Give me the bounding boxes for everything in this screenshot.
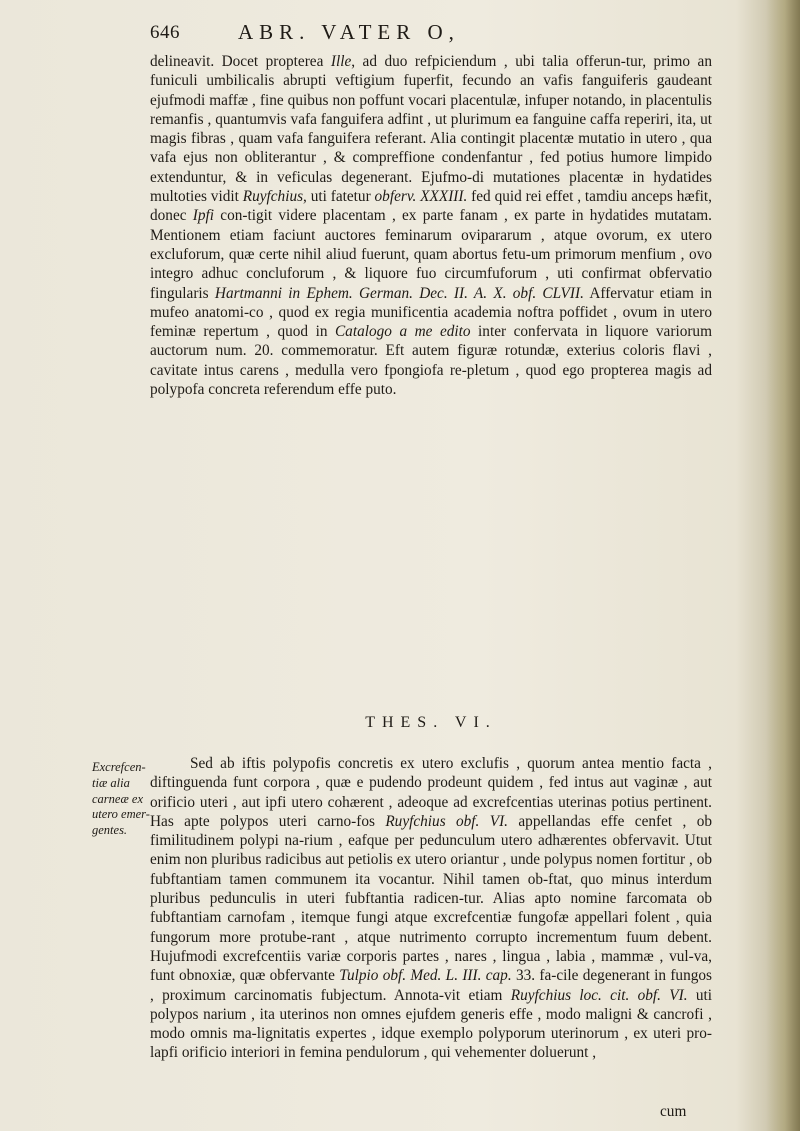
citation: Ruyfchius obf. VI. (385, 812, 509, 830)
page-edge-shadow (766, 0, 800, 1131)
text: uti polypos narium , ita uterinos non omnes ejufdem generis effe , modo maligni & cancrofi , modo omnis ma-lignitatis expertes , idque exemplo polyporum uterinorum , ex uteri pro-lapfi orificio interiori in femina pendulorum , qui vehementer doluerunt , (150, 986, 712, 1062)
margin-note-line: Excrefcen- (92, 760, 146, 774)
paragraph-2 (150, 754, 712, 1063)
text: delineavit. Docet propterea (150, 53, 331, 70)
margin-note-line: utero emer- (92, 807, 150, 822)
margin-note (92, 760, 150, 839)
margin-note-line: tiæ alia (92, 775, 130, 790)
running-head: ABR. VATER O, (238, 20, 460, 44)
text: con-tigit videre placentam , ex parte fanam , ex parte in hydatides mutatam. Mentionem etiam faciunt auctores feminarum ovipararum , atque ovorum, ex utero excluforum, quæ certe nihil aliud fuerunt, quam abortus fetu-um primorum menfium , ovo integro adhuc concluforum , & liquore fuo circumfuforum , uti confirmat obfervatio fingularis (150, 207, 712, 302)
page-number: 646 (150, 22, 180, 43)
thesis-heading: THES. VI. (365, 714, 497, 731)
citation: Tulpio obf. Med. L. III. cap. (339, 967, 512, 985)
margin-note-line: gentes. (92, 823, 128, 838)
text: Affervatur etiam in mufeo anatomi-co , quod ex regia munificentia academia noftra poffidet , ovum in utero feminæ repertum , quod in (150, 284, 713, 341)
text: , ad duo refpiciendum , ubi talia offerun-tur, primo an funiculi umbilicalis abrupti veftigium fuperfit, fecundo an vafis fanguiferis gaudeant ejufmodi maffæ , fine quibus non poffunt vocari placentulæ, infuper notando, in placentulis remanfis , quantumvis vafa fanguifera adfint , ut plurimum ea fanguine caffa reperiri, ita, ut magis fibras , quam vafa fanguifera referant. Alia contingit placentæ mutatio in utero , qua vafa ejus non obliterantur , & compreffione condenfantur , fed potius humore limpido extenduntur, & in veficulas degenerant. Ejufmo-di mutationes placentæ in hydatides multoties vidit (150, 53, 712, 206)
margin-note-line: carneæ ex (92, 791, 144, 806)
citation: Hartmanni in Ephem. German. Dec. II. A. X. obf. CLVII. (214, 284, 584, 302)
text: Sed ab iftis polypofis concretis ex utero exclufis , quorum antea mentio facta , diftinguenda funt corpora , quæ e pudendo prodeunt quidem , fed intus aut vaginæ , aut orificio uteri , aut ipfi utero cohærent , adeoque ad excrefcentias uterinas potius pertinent. Has apte polypos uteri carno-fos (150, 755, 712, 830)
text: fed quid rei effet , tamdiu anceps hæfit, donec (150, 188, 712, 225)
citation-author: Ruyfchius (242, 188, 304, 206)
emphasis: Ipfi (192, 207, 215, 225)
paragraph-1 (150, 52, 712, 399)
catchword: cum (660, 1103, 687, 1120)
text: 33. fa-cile degenerant in fungos , proximum carcinomatis fubjectum. Annota-vit etiam (150, 967, 712, 1004)
citation: obferv. XXXIII. (374, 188, 468, 206)
citation: Ruyfchius loc. cit. obf. VI. (510, 986, 688, 1004)
citation: Catalogo a me edito (334, 323, 471, 341)
emphasis: Ille (330, 53, 352, 70)
text: inter confervata in liquore variorum auctorum num. 20. commemoratur. Eft autem figuræ rotundæ, exterius coloris flavi , cavitate intus carens , medulla vero fpongiofa re-pletum , quod ego propterea magis ad polypofa concreta referendum effe puto. (150, 323, 712, 399)
text: appellandas effe cenfet , ob fimilitudinem polypi na-rium , eafque per pedunculum utero adhærentes obfervavit. Utut enim non pluribus radicibus aut petiolis ex utero oriantur , unde polypus nomen fortitur , ob fubftantiam tamen communem ita vocantur. Nihil tamen ob-ftat, quo minus interdum pluribus pedunculis in uteri fubftantia radicen-tur. Alias apto nomine farcomata ob fubftantiam carnofam , itemque fungi atque excrefcentiæ fungofæ appellari folent , quia fungorum more protube-rant , atque nutrimento corrupto incrementum fuum debent. Hujufmodi excrefcentiis variæ corporis partes , nares , lingua , labia , mammæ , vul-va, funt obnoxiæ, quæ obfervante (150, 812, 713, 985)
text: , uti fatetur (303, 188, 375, 206)
page-header (150, 20, 710, 50)
